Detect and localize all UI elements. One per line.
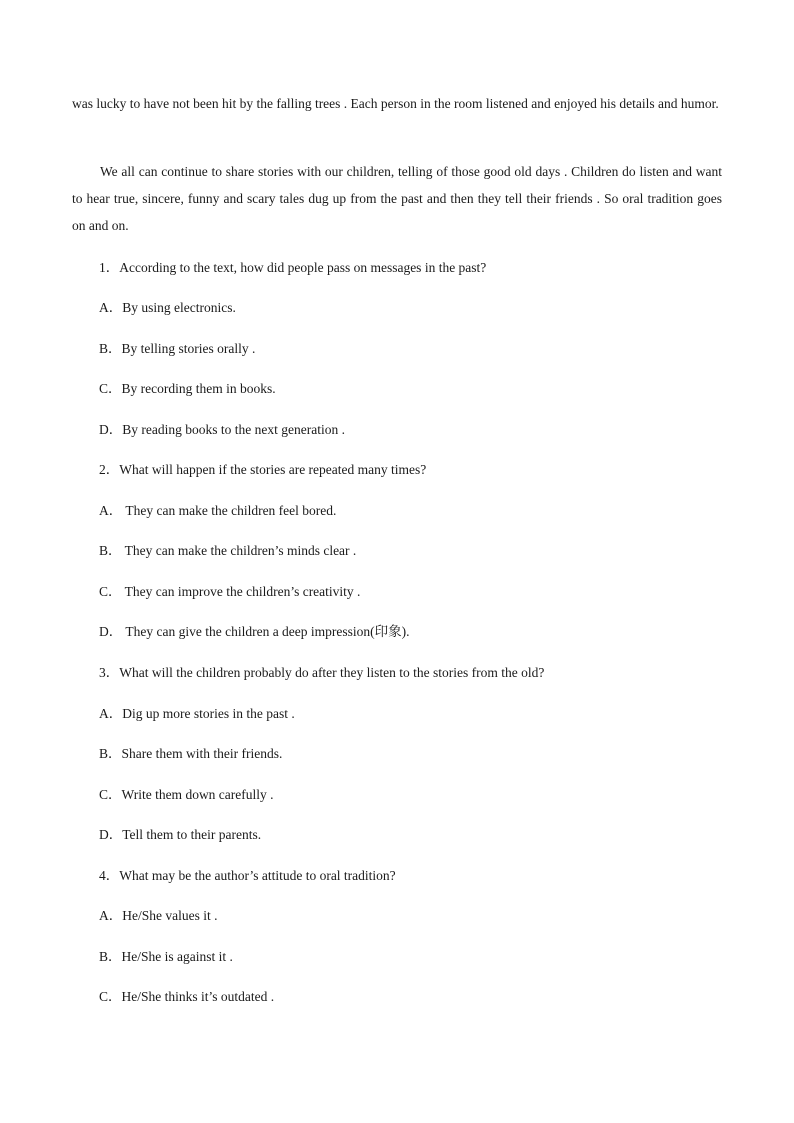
question-3-stem: 3．What will the children probably do after they listen to the stories from the old? — [99, 665, 545, 680]
question-1-stem: 1．According to the text, how did people pass on messages in the past? — [99, 260, 487, 275]
passage-paragraph-2: We all can continue to share stories with our children, telling of those good old days . Children do listen and want to hear true, sincere, funny and scary tales dug up from the past and then they tell their friends . So oral tradition goes on and on. — [72, 164, 722, 233]
passage-paragraph-1: was lucky to have not been hit by the falling trees . Each person in the room listened and enjoyed his details and humor. — [72, 96, 719, 111]
question-1-option-a: A．By using electronics. — [99, 300, 236, 315]
question-1-option-c: C．By recording them in books. — [99, 381, 276, 396]
question-2-option-a: A． They can make the children feel bored. — [99, 503, 337, 518]
question-3-option-d: D．Tell them to their parents. — [99, 827, 262, 842]
question-2-option-d: D． They can give the children a deep impression(印象). — [99, 624, 410, 639]
question-4-option-a: A．He/She values it . — [99, 908, 218, 923]
question-4-option-c: C．He/She thinks it’s outdated . — [99, 989, 275, 1004]
question-2-stem: 2．What will happen if the stories are repeated many times? — [99, 462, 427, 477]
question-2-option-c: C． They can improve the children’s creativity . — [99, 584, 361, 599]
question-3-option-a: A．Dig up more stories in the past . — [99, 706, 295, 721]
question-3-option-b: B．Share them with their friends. — [99, 746, 283, 761]
question-4-option-b: B．He/She is against it . — [99, 949, 233, 964]
question-4-stem: 4．What may be the author’s attitude to oral tradition? — [99, 868, 396, 883]
question-1-option-b: B．By telling stories orally . — [99, 341, 256, 356]
question-1-option-d: D．By reading books to the next generation . — [99, 422, 345, 437]
question-3-option-c: C．Write them down carefully . — [99, 787, 274, 802]
question-2-option-b: B． They can make the children’s minds clear . — [99, 543, 357, 558]
